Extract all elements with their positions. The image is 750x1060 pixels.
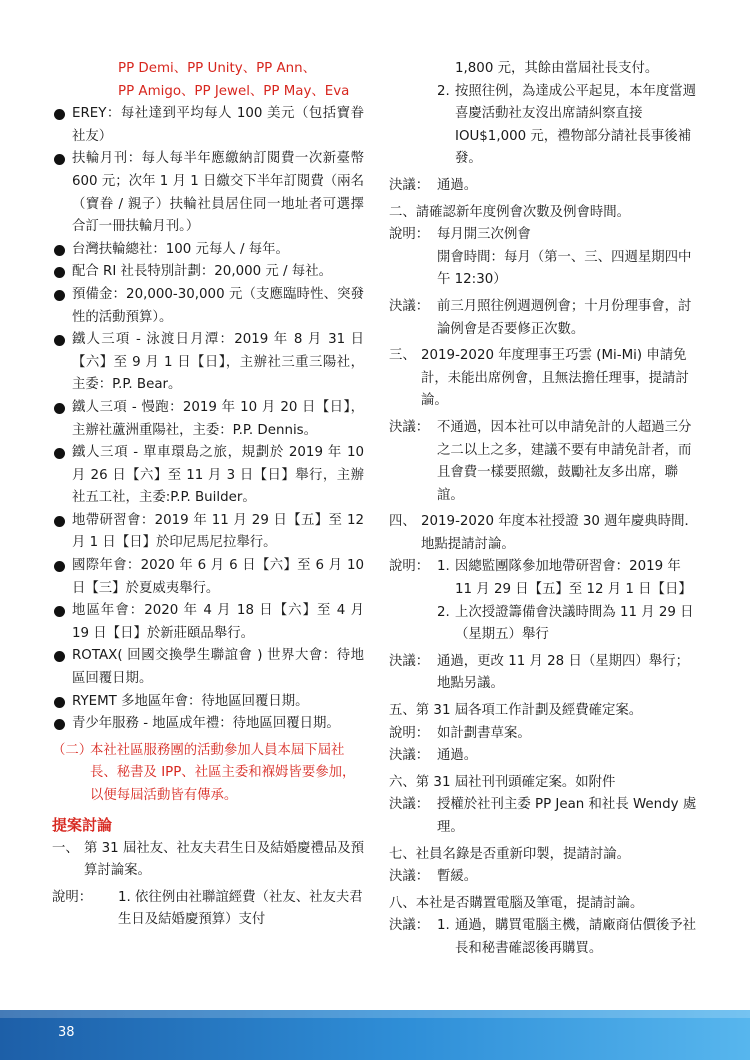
point-number: 1. [437,918,450,934]
resolution-text: 通過。 [437,748,478,764]
bullet-dot-icon [54,651,65,662]
explanation-label: 說明： [52,889,93,905]
bullet-item [52,103,364,148]
bullet-dot-icon [54,719,65,730]
bullet-dot-icon [54,403,65,414]
resolution-6 [389,794,701,839]
page-number: 38 [58,1025,75,1040]
point-text: 按照往例，為達成公平起見，本年度當週喜慶活動社友沒出席請糾察直接 IOU$1,000 元，禮物部分請社長事後補發。 [455,83,697,167]
bullet-text: 扶輪月刊：每人每半年應繳納訂閱費一次新臺幣 600 元；次年 1 月 1 日繳交下半年訂閱費（兩名（寶眷 / 親子）扶輪社員居住同一地址者可選擇合訂一冊扶輪月刊。） [72,151,364,235]
proposal-item-7: 七、社員名錄是否重新印製，提請討論。 [389,846,631,862]
point-number: 1. [437,559,450,575]
bullet-item [52,397,364,442]
continued-text: 1,800 元，其餘由當屆社長支付。 [455,61,659,76]
explanation-text: 如計劃書草案。 [437,725,531,741]
resolution-4 [389,651,701,696]
explanation-text: 每月開三次例會 [437,227,531,243]
resolution-1 [389,175,701,198]
resolution-5 [389,745,701,768]
resolution-3 [389,417,701,507]
item-text: 第 31 屆社友、社友夫君生日及結婚慶禮品及預算討論案。 [84,840,364,879]
resolution-8 [389,915,701,960]
bullet-text: 地區年會：2020 年 4 月 18 日【六】至 4 月 19 日【日】於新莊頤品舉行。 [72,603,364,641]
resolution-7 [389,866,701,889]
member-names-line-2: PP Amigo、PP Jewel、PP May、Eva [118,83,350,99]
resolution-text: 通過，購買電腦主機，請廠商估價後予社長和秘書確認後再購買。 [455,918,697,956]
bullet-dot-icon [54,606,65,617]
proposal-item-2: 二、請確認新年度例會次數及例會時間。 [389,204,631,220]
bullet-item [52,713,364,736]
bullet-item [52,442,364,510]
bullet-item [52,284,364,329]
left-column [52,58,364,932]
resolution-label: 決議： [389,797,430,813]
resolution-label: 決議： [389,918,430,934]
item-text: 2019-2020 年度理事王巧雲 (Mi-Mi) 申請免計，未能出席例會，且無法擔任理事，提請討論。 [421,348,689,409]
item-number: 四、 [389,514,416,530]
item-4-explanation-1 [389,556,701,601]
bullet-item [52,148,364,238]
footer-highlight [0,1010,750,1018]
bullet-text: 鐵人三項 - 慢跑：2019 年 10 月 20 日【日】，主辦社蘆洲重陽社，主委：P.P. Dennis。 [72,399,364,438]
footer-bar [0,1010,750,1060]
point-text: 上次授證籌備會決議時間為 11 月 29 日（星期五）舉行 [455,604,694,643]
bullet-dot-icon [54,109,65,120]
explanation-point-2 [389,81,701,171]
bullet-item [52,555,364,600]
bullet-text: 預備金：20,000-30,000 元（支應臨時性、突發性的活動預算）。 [72,286,364,325]
bullet-text: ROTAX( 回國交換學生聯誼會 ) 世界大會：待地區回覆日期。 [72,648,364,687]
item-4-explanation-2 [389,602,701,647]
bullet-text: 配合 RI 社長特別計劃：20,000 元 / 每社。 [72,264,332,280]
bullet-dot-icon [54,448,65,459]
explanation-text: 1. 依往例由社聯誼經費（社友、社友夫君生日及結婚慶預算）支付 [118,889,363,928]
bullet-item [52,261,364,284]
member-names-line-1: PP Demi、PP Unity、PP Ann、 [118,61,317,76]
proposal-heading: 提案討論 [52,815,113,834]
resolution-2 [389,296,701,341]
bullet-text: 地帶研習會：2019 年 11 月 29 日【五】至 12 月 1 日【日】於印尼馬尼拉舉行。 [72,512,364,551]
right-column [389,58,701,961]
item-text: 2019-2020 年度本社授證 30 週年慶典時間．地點提請討論。 [421,514,698,552]
bullet-text: 鐵人三項 - 單車環島之旅，規劃於 2019 年 10 月 26 日【六】至 11 月 3 日【日】舉行，主辦社五工社，主委:P.P. Builder。 [72,445,364,506]
bullet-dot-icon [54,154,65,165]
item-number: 一、 [52,840,79,856]
resolution-text: 暫緩。 [437,869,478,885]
resolution-label: 決議： [389,869,430,885]
point-number: 2. [437,83,450,99]
bullet-text: 鐵人三項 - 泳渡日月潭：2019 年 8 月 31 日【六】至 9 月 1 日【日】，主辦社三重三陽社，主委：P.P. Bear。 [72,332,364,393]
bullet-item [52,600,364,645]
bullet-item [52,645,364,690]
budget-bullet-list [52,103,364,736]
bullet-text: EREY：每社達到平均每人 100 美元（包括寶眷社友） [72,106,364,144]
proposal-item-8: 八、本社是否購置電腦及筆電，提請討論。 [389,895,644,911]
bullet-dot-icon [54,335,65,346]
resolution-text: 授權於社刊主委 PP Jean 和社長 Wendy 處理。 [437,797,697,835]
meeting-time: 開會時間：每月（第一、三、四週星期四中午 12:30） [437,249,692,288]
resolution-text: 通過，更改 11 月 28 日（星期四）舉行；地點另議。 [437,653,689,692]
proposal-item-1 [52,838,364,883]
bullet-text: 台灣扶輪總社：100 元每人 / 每年。 [72,241,289,257]
resolution-label: 決議： [389,419,430,435]
bullet-item [52,239,364,262]
proposal-item-3 [389,345,701,413]
explanation-label: 說明： [389,559,430,575]
bullet-text: RYEMT 多地區年會：待地區回覆日期。 [72,693,309,709]
community-service-note [52,740,364,808]
community-service-text: 本社社區服務團的活動參加人員本屆下屆社長、秘書及 IPP、社區主委和褓姆皆要參加，以便每屆活動皆有傳承。 [90,742,356,803]
bullet-dot-icon [54,245,65,256]
item-2-explanation [389,224,701,247]
bullet-dot-icon [54,290,65,301]
proposal-item-4 [389,511,701,556]
point-number: 2. [437,604,450,620]
explanation-label: 說明： [389,227,430,243]
bullet-dot-icon [54,697,65,708]
bullet-text: 青少年服務 - 地區成年禮：待地區回覆日期。 [72,716,340,732]
resolution-label: 決議： [389,298,430,314]
bullet-dot-icon [54,516,65,527]
resolution-text: 通過。 [437,177,478,193]
item-number: 三、 [389,348,416,364]
point-text: 因總監團隊參加地帶研習會：2019 年 11 月 29 日【五】至 12 月 1 日【日】 [455,559,692,598]
bullet-dot-icon [54,267,65,278]
bullet-item [52,510,364,555]
resolution-text: 不通過，因本社可以申請免計的人超過三分之二以上之多，建議不要有申請免計者，而且會費一樣要照繳，鼓勵社友多出席，聯誼。 [437,419,692,503]
resolution-label: 決議： [389,653,430,669]
resolution-label: 決議： [389,177,430,193]
item-5-explanation [389,723,701,746]
resolution-label: 決議： [389,748,430,764]
bullet-item [52,329,364,397]
proposal-item-6: 六、第 31 屆社刊刊頭確定案。如附件 [389,774,616,790]
bullet-text: 國際年會：2020 年 6 月 6 日【六】至 6 月 10 日【三】於夏威夷舉行。 [72,558,364,596]
resolution-text: 前三月照往例週週例會；十月份理事會，討論例會是否要修正次數。 [437,298,692,337]
bullet-dot-icon [54,561,65,572]
explanation-label: 說明： [389,725,430,741]
proposal-item-5: 五、第 31 屆各項工作計劃及經費確定案。 [389,703,643,719]
section-label: （二） [52,742,93,758]
bullet-item [52,691,364,714]
proposal-item-1-explanation [52,887,364,932]
